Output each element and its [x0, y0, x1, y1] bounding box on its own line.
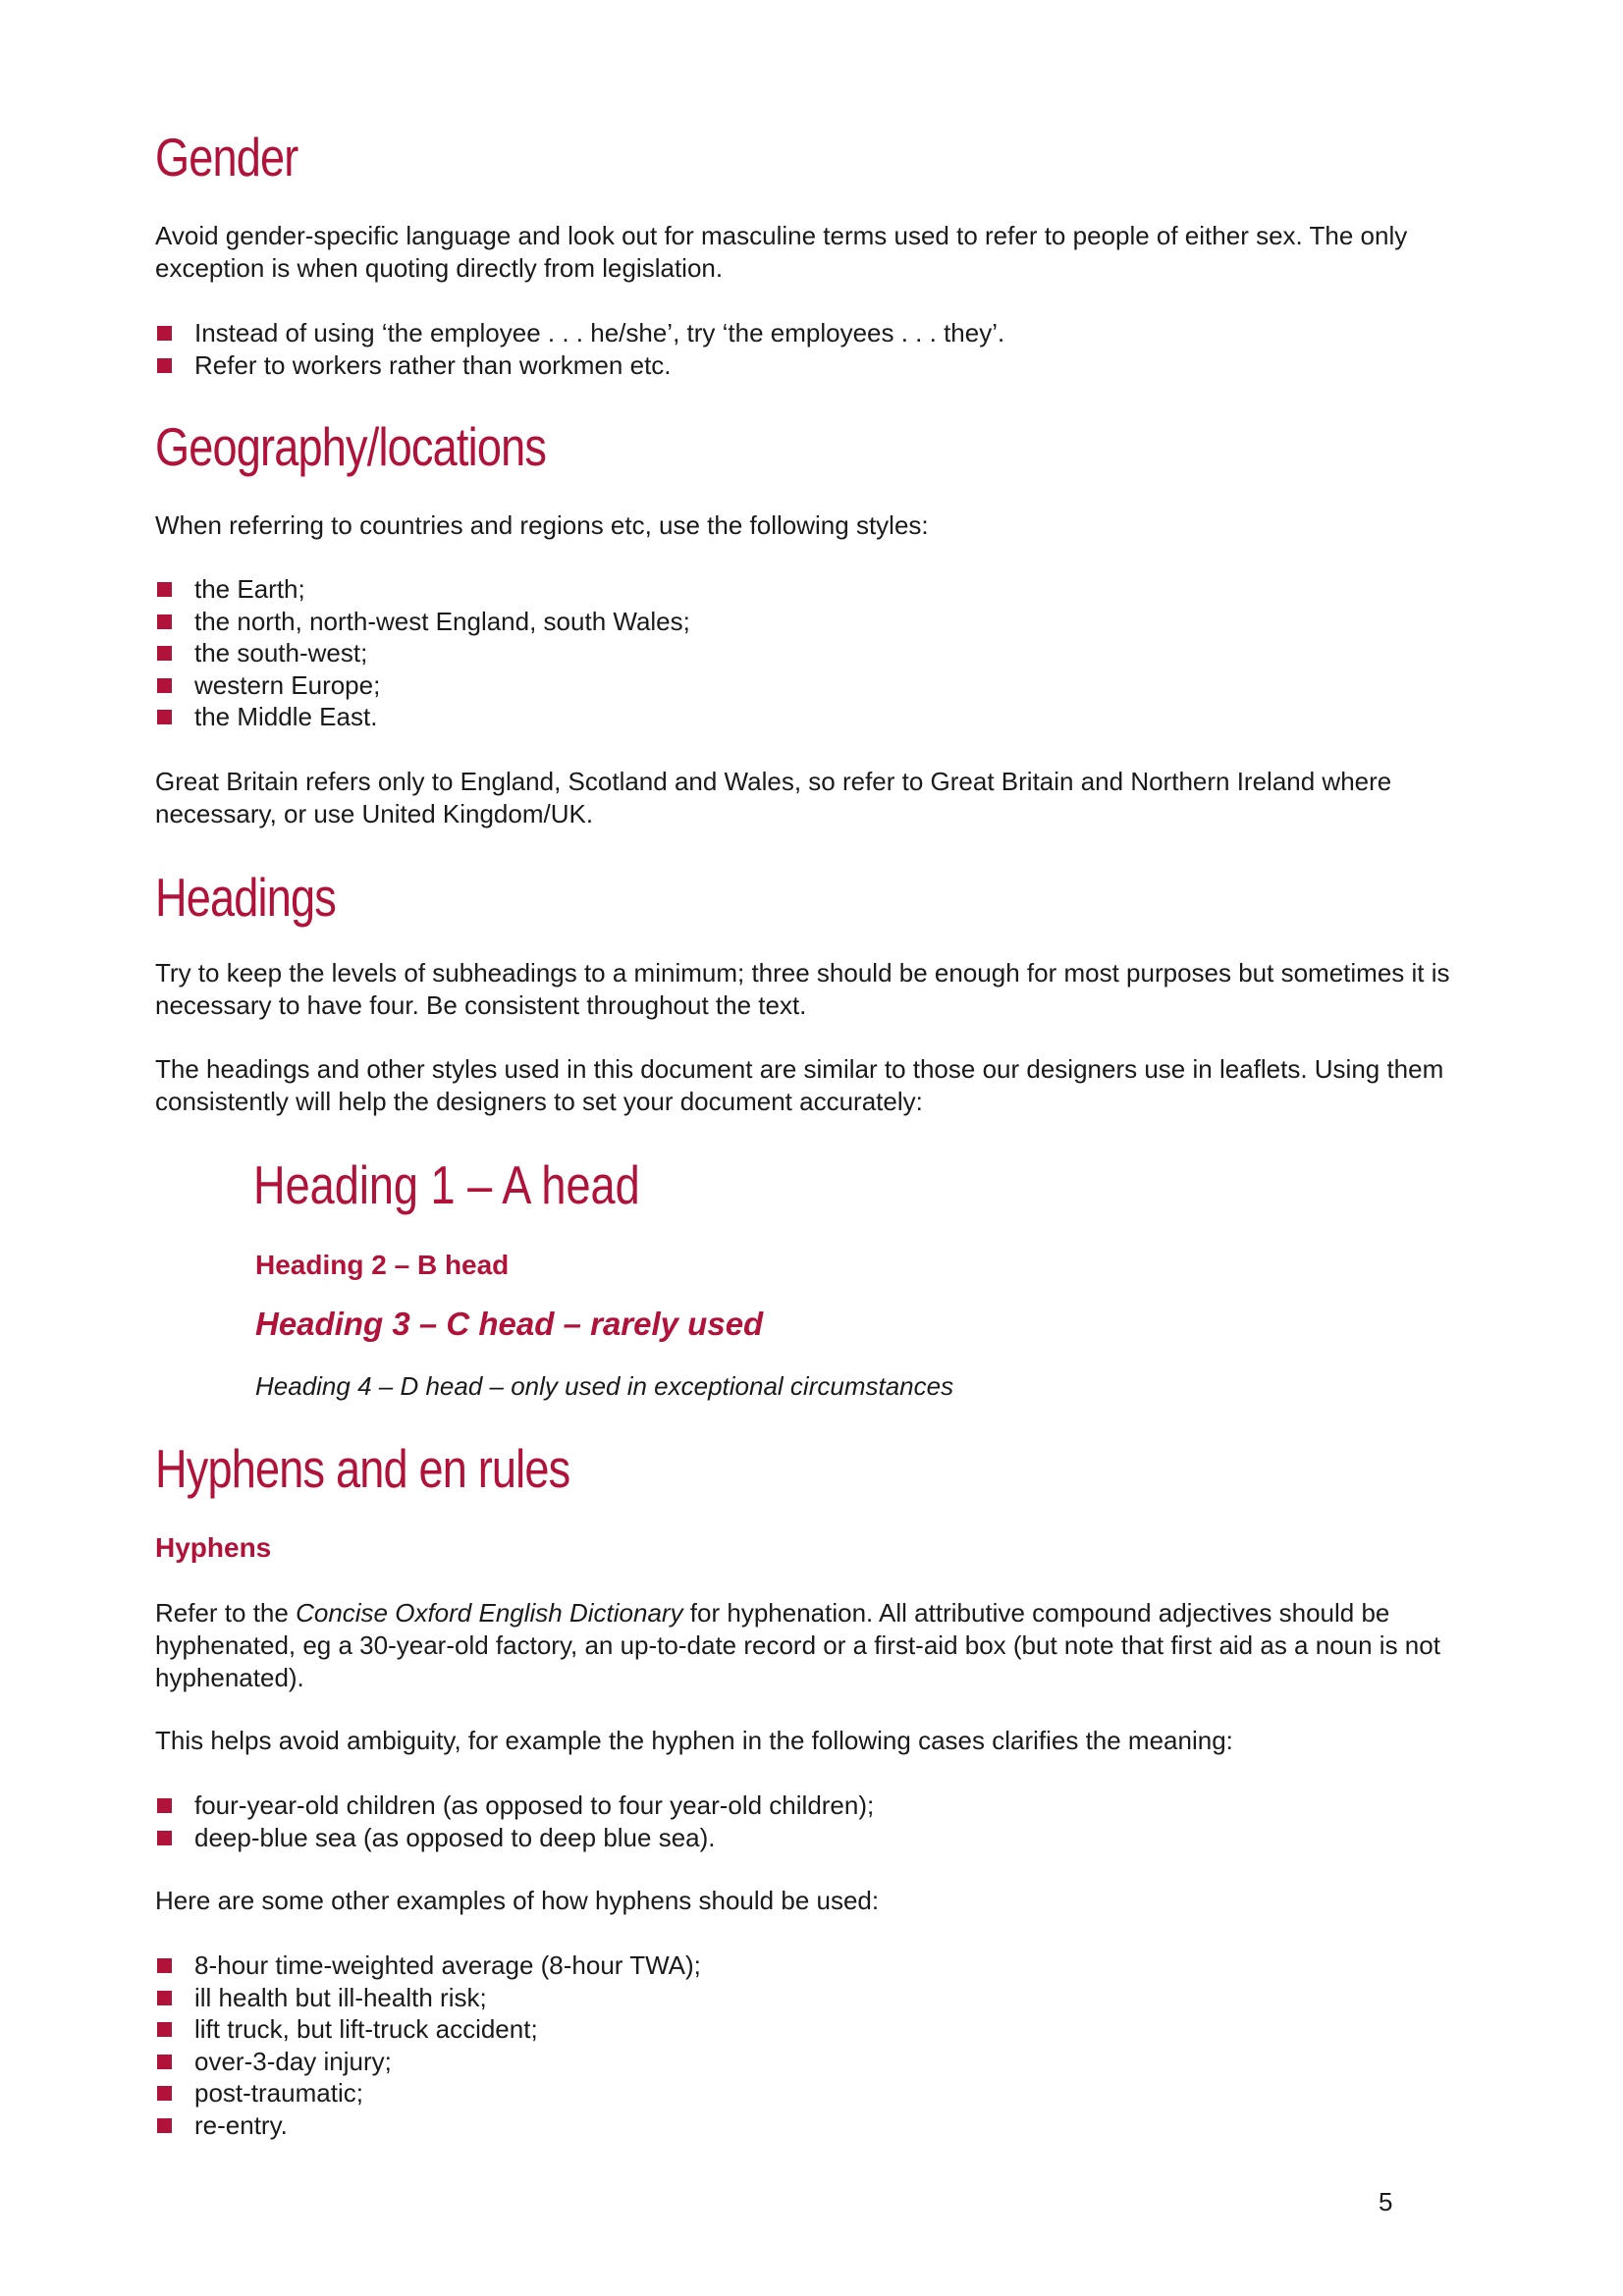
square-bullet-icon [157, 678, 172, 693]
square-bullet-icon [157, 582, 172, 597]
heading-1-sample: Heading 1 – A head [253, 1154, 640, 1215]
section-heading-hyphens: Hyphens and en rules [155, 1438, 570, 1499]
list-item: post-traumatic; [155, 2077, 1481, 2109]
list-item: four-year-old children (as opposed to four year-old children); [155, 1789, 1481, 1822]
square-bullet-icon [157, 358, 172, 373]
geography-note: Great Britain refers only to England, Scotland and Wales, so refer to Great Britain and Northern Ireland where necessary, or use United Kingdom/UK. [155, 767, 1392, 828]
hyphens-para-3: Here are some other examples of how hyphens should be used: [155, 1886, 880, 1915]
hyphens-list-1 [155, 1789, 1481, 1853]
list-item: lift truck, but lift-truck accident; [155, 2013, 1481, 2046]
hyphens-list-2 [155, 1949, 1481, 2141]
section-heading-gender: Gender [155, 127, 298, 187]
list-item: the Earth; [155, 573, 1481, 606]
list-item: the north, north-west England, south Wales; [155, 606, 1481, 638]
square-bullet-icon [157, 1958, 172, 1973]
list-item: the south-west; [155, 637, 1481, 669]
square-bullet-icon [157, 2055, 172, 2069]
heading-3-sample: Heading 3 – C head – rarely used [255, 1306, 764, 1342]
gender-intro: Avoid gender-specific language and look out for masculine terms used to refer to people of either sex. The only exception is when quoting directly from legislation. [155, 221, 1408, 283]
subheading-hyphens: Hyphens [155, 1532, 272, 1563]
headings-para-2: The headings and other styles used in this document are similar to those our designers use in leaflets. Using them consistently will help the designers to set your document accurately: [155, 1054, 1444, 1116]
page-number: 5 [1379, 2187, 1393, 2216]
heading-2-sample: Heading 2 – B head [255, 1250, 510, 1280]
list-item: ill health but ill-health risk; [155, 1982, 1481, 2014]
list-item: 8-hour time-weighted average (8-hour TWA); [155, 1949, 1481, 1982]
list-item: re-entry. [155, 2109, 1481, 2142]
square-bullet-icon [157, 646, 172, 661]
headings-para-1: Try to keep the levels of subheadings to a minimum; three should be enough for most purposes but sometimes it is necessary to have four. Be consistent throughout the text. [155, 958, 1450, 1020]
square-bullet-icon [157, 1831, 172, 1845]
square-bullet-icon [157, 2022, 172, 2037]
square-bullet-icon [157, 2086, 172, 2101]
section-heading-headings: Headings [155, 867, 337, 928]
section-heading-geography: Geography/locations [155, 416, 547, 477]
list-item: Refer to workers rather than workmen etc. [155, 349, 1481, 382]
list-item: western Europe; [155, 669, 1481, 702]
geography-list [155, 573, 1481, 733]
geography-intro: When referring to countries and regions etc, use the following styles: [155, 510, 929, 540]
list-item: Instead of using ‘the employee . . . he/she’, try ‘the employees . . . they’. [155, 317, 1481, 349]
square-bullet-icon [157, 326, 172, 341]
square-bullet-icon [157, 614, 172, 629]
hyphens-para-2: This helps avoid ambiguity, for example the hyphen in the following cases clarifies the meaning: [155, 1726, 1233, 1755]
heading-4-sample: Heading 4 – D head – only used in exceptional circumstances [255, 1371, 954, 1401]
list-item: the Middle East. [155, 701, 1481, 733]
square-bullet-icon [157, 710, 172, 724]
hyphens-para-1: Refer to the Concise Oxford English Dictionary for hyphenation. All attributive compound adjectives should be hyphenated, eg a 30-year-old factory, an up-to-date record or a first-aid box (but note that first aid as a noun is not hyphenated). [155, 1598, 1440, 1692]
square-bullet-icon [157, 1991, 172, 2005]
square-bullet-icon [157, 2118, 172, 2133]
square-bullet-icon [157, 1798, 172, 1813]
gender-list [155, 317, 1481, 381]
list-item: deep-blue sea (as opposed to deep blue sea). [155, 1822, 1481, 1854]
list-item: over-3-day injury; [155, 2046, 1481, 2078]
